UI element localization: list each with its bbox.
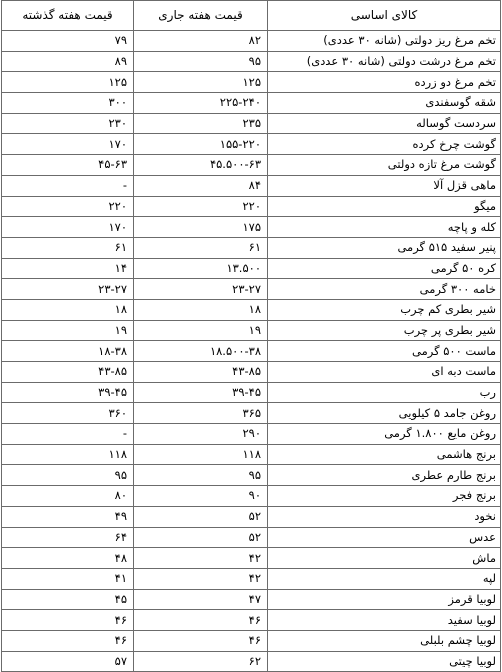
table-row: [2, 382, 501, 403]
table-row: [2, 486, 501, 507]
current-price-cell: ۶۲: [134, 651, 268, 672]
table-row: [2, 217, 501, 238]
item-cell: تخم مرغ ریز دولتی (شانه ۳۰ عددی): [268, 31, 501, 52]
table-row: [2, 299, 501, 320]
current-price-cell: ۳۹-۴۵: [134, 382, 268, 403]
current-price-cell: ۱۸: [134, 299, 268, 320]
last-week-price-cell: ۴۶: [2, 630, 134, 651]
item-cell: رب: [268, 382, 501, 403]
item-cell: گوشت چرخ کرده: [268, 134, 501, 155]
last-week-price-cell: ۳۰۰: [2, 93, 134, 114]
current-price-cell: ۸۲: [134, 31, 268, 52]
current-price-cell: ۴۳-۸۵: [134, 362, 268, 383]
table-row: [2, 362, 501, 383]
table-row: [2, 568, 501, 589]
table-row: [2, 155, 501, 176]
last-week-price-cell: ۱۹: [2, 320, 134, 341]
last-week-price-cell: ۱۴: [2, 258, 134, 279]
table-row: [2, 506, 501, 527]
item-cell: لوبیا چشم بلبلی: [268, 630, 501, 651]
current-price-cell: ۴۶: [134, 610, 268, 631]
table-header-row: [2, 1, 501, 31]
item-cell: ماش: [268, 548, 501, 569]
table-row: [2, 444, 501, 465]
table-row: [2, 651, 501, 672]
last-week-price-cell: -: [2, 424, 134, 445]
table-row: [2, 320, 501, 341]
price-table: [1, 0, 501, 672]
item-cell: روغن جامد ۵ کیلویی: [268, 403, 501, 424]
table-row: [2, 51, 501, 72]
last-week-price-cell: ۱۲۵: [2, 72, 134, 93]
table-row: [2, 548, 501, 569]
last-week-price-cell: ۴۶: [2, 610, 134, 631]
current-price-cell: ۵۲: [134, 506, 268, 527]
last-week-price-cell: ۴۹: [2, 506, 134, 527]
table-body: [2, 31, 501, 672]
item-cell: شیر بطری پر چرب: [268, 320, 501, 341]
last-week-price-cell: ۱۷۰: [2, 217, 134, 238]
current-price-cell: ۵۲: [134, 527, 268, 548]
current-price-cell: ۹۵: [134, 51, 268, 72]
item-cell: لوبیا چیتی: [268, 651, 501, 672]
last-week-price-cell: ۸۹: [2, 51, 134, 72]
last-week-price-cell: ۴۳-۸۵: [2, 362, 134, 383]
current-price-cell: ۱۱۸: [134, 444, 268, 465]
item-cell: ماست دبه ای: [268, 362, 501, 383]
current-price-cell: ۹۰: [134, 486, 268, 507]
current-price-cell: ۲۲۰: [134, 196, 268, 217]
table-row: [2, 31, 501, 52]
last-week-price-cell: ۶۴: [2, 527, 134, 548]
item-cell: تخم مرغ دو زرده: [268, 72, 501, 93]
last-week-price-cell: ۱۸-۳۸: [2, 341, 134, 362]
item-cell: برنج طارم عطری: [268, 465, 501, 486]
last-week-price-cell: ۱۸: [2, 299, 134, 320]
item-cell: نخود: [268, 506, 501, 527]
item-cell: روغن مایع ۱.۸۰۰ گرمی: [268, 424, 501, 445]
current-price-cell: ۱۲۵: [134, 72, 268, 93]
last-week-price-cell: ۴۸: [2, 548, 134, 569]
current-price-cell: ۴۵.۵۰۰-۶۳: [134, 155, 268, 176]
current-price-cell: ۲۹۰: [134, 424, 268, 445]
item-cell: عدس: [268, 527, 501, 548]
item-cell: ماست ۵۰۰ گرمی: [268, 341, 501, 362]
header-current-week: قیمت هفته جاری: [134, 1, 268, 31]
current-price-cell: ۳۶۵: [134, 403, 268, 424]
last-week-price-cell: ۶۱: [2, 237, 134, 258]
item-cell: میگو: [268, 196, 501, 217]
last-week-price-cell: ۴۵: [2, 589, 134, 610]
current-price-cell: ۹۵: [134, 465, 268, 486]
item-cell: خامه ۳۰۰ گرمی: [268, 279, 501, 300]
table-row: [2, 465, 501, 486]
table-row: [2, 134, 501, 155]
last-week-price-cell: ۱۷۰: [2, 134, 134, 155]
table-row: [2, 113, 501, 134]
table-row: [2, 424, 501, 445]
last-week-price-cell: ۵۷: [2, 651, 134, 672]
item-cell: تخم مرغ درشت دولتی (شانه ۳۰ عددی): [268, 51, 501, 72]
item-cell: پنیر سفید ۵۱۵ گرمی: [268, 237, 501, 258]
item-cell: شقه گوسفندی: [268, 93, 501, 114]
item-cell: گوشت مرغ تازه دولتی: [268, 155, 501, 176]
table-row: [2, 630, 501, 651]
price-table-container: [1, 0, 500, 672]
last-week-price-cell: ۳۶۰: [2, 403, 134, 424]
table-row: [2, 341, 501, 362]
last-week-price-cell: -: [2, 175, 134, 196]
last-week-price-cell: ۴۱: [2, 568, 134, 589]
table-row: [2, 403, 501, 424]
table-row: [2, 237, 501, 258]
current-price-cell: ۲۲۵-۲۴۰: [134, 93, 268, 114]
last-week-price-cell: ۲۳-۲۷: [2, 279, 134, 300]
last-week-price-cell: ۹۵: [2, 465, 134, 486]
item-cell: سردست گوساله: [268, 113, 501, 134]
current-price-cell: ۱۷۵: [134, 217, 268, 238]
table-row: [2, 196, 501, 217]
table-row: [2, 589, 501, 610]
item-cell: کله و پاچه: [268, 217, 501, 238]
table-row: [2, 610, 501, 631]
current-price-cell: ۱۸.۵۰۰-۳۸: [134, 341, 268, 362]
last-week-price-cell: ۸۰: [2, 486, 134, 507]
last-week-price-cell: ۷۹: [2, 31, 134, 52]
current-price-cell: ۴۲: [134, 548, 268, 569]
header-last-week: قیمت هفته گذشته: [2, 1, 134, 31]
current-price-cell: ۴۶: [134, 630, 268, 651]
last-week-price-cell: ۳۹-۴۵: [2, 382, 134, 403]
item-cell: برنج فجر: [268, 486, 501, 507]
table-row: [2, 175, 501, 196]
last-week-price-cell: ۴۵-۶۳: [2, 155, 134, 176]
current-price-cell: ۴۲: [134, 568, 268, 589]
current-price-cell: ۲۳-۲۷: [134, 279, 268, 300]
current-price-cell: ۱۳.۵۰۰: [134, 258, 268, 279]
current-price-cell: ۱۵۵-۲۲۰: [134, 134, 268, 155]
last-week-price-cell: ۲۳۰: [2, 113, 134, 134]
current-price-cell: ۲۳۵: [134, 113, 268, 134]
item-cell: شیر بطری کم چرب: [268, 299, 501, 320]
current-price-cell: ۶۱: [134, 237, 268, 258]
item-cell: کره ۵۰ گرمی: [268, 258, 501, 279]
current-price-cell: ۸۴: [134, 175, 268, 196]
item-cell: لپه: [268, 568, 501, 589]
last-week-price-cell: ۲۲۰: [2, 196, 134, 217]
last-week-price-cell: ۱۱۸: [2, 444, 134, 465]
current-price-cell: ۴۷: [134, 589, 268, 610]
table-row: [2, 93, 501, 114]
item-cell: ماهی قزل آلا: [268, 175, 501, 196]
current-price-cell: ۱۹: [134, 320, 268, 341]
table-row: [2, 279, 501, 300]
item-cell: لوبیا قرمز: [268, 589, 501, 610]
item-cell: لوبیا سفید: [268, 610, 501, 631]
table-row: [2, 72, 501, 93]
item-cell: برنج هاشمی: [268, 444, 501, 465]
table-row: [2, 527, 501, 548]
header-item: کالای اساسی: [268, 1, 501, 31]
table-row: [2, 258, 501, 279]
